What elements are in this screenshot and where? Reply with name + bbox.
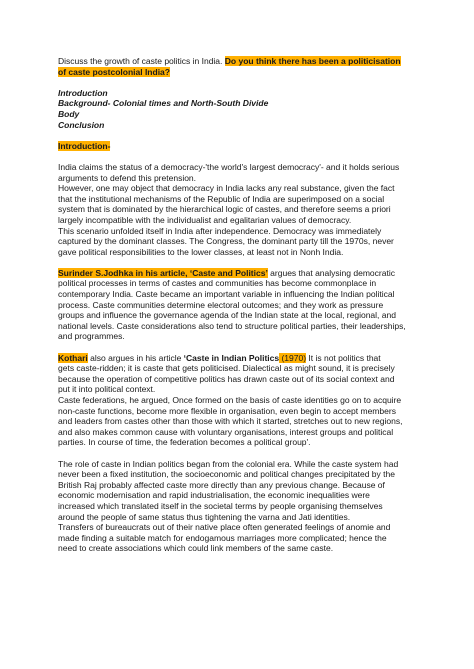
para2-line: groups and influence the governance agenda of the Indian state at the local, regional, and xyxy=(58,310,396,321)
para4-line: British Raj probably affected caste more directly than any previous change. Because of xyxy=(58,479,385,490)
para1-line: largely incompatible with the individualist and egalitarian values of democracy. xyxy=(58,214,352,225)
para2-line: contemporary India. Caste became an important variable in influencing the Indian political xyxy=(58,289,395,300)
intro-heading: Introduction- xyxy=(58,140,111,151)
question-highlight-1: Do you think there has been a politicisation xyxy=(224,56,401,66)
para1-line: This scenario unfolded itself in India after independence. Democracy was immediately xyxy=(58,225,382,236)
para4-line: The role of caste in Indian politics began from the colonial era. While the caste system had xyxy=(58,458,399,469)
para1-line: captured by the dominant classes. The Congress, the dominant party till the 1970s, never xyxy=(58,236,394,247)
para3-line: and also makes common cause with voluntary organisations, interest groups and political xyxy=(58,426,394,437)
paragraph-democracy xyxy=(58,162,434,257)
paragraph-kothari xyxy=(58,353,434,448)
question-highlight-2: of caste postcolonial India? xyxy=(58,66,170,77)
para3-text-a: also argues in his article xyxy=(87,352,184,363)
year-highlight: (1970) xyxy=(279,352,307,363)
para4-line: need to create associations which could link members of the same caste. xyxy=(58,543,334,554)
para1-line: gave political responsibilities to the lower classes, at least not in Nonh India. xyxy=(58,246,344,257)
para3-line: because the operation of competitive politics has drawn caste out of its social context and xyxy=(58,373,395,384)
para2-first-line-rest: argues that analysing democratic xyxy=(267,267,395,278)
para3-line: parties. In course of time, the federation becomes a political group'. xyxy=(58,437,311,448)
para3-text-b: It is not politics that xyxy=(306,352,381,363)
para2-line: political processes in terms of castes and communities has become commonplace in xyxy=(58,278,377,289)
outline-background: Background- Colonial times and North-South Divide xyxy=(58,98,269,109)
outline-body: Body xyxy=(58,108,80,119)
para4-line: around the people of same status thus tightening the varna and Jati identities. xyxy=(58,511,351,522)
para4-line: increased which translated itself in the societal terms by people organising themselves xyxy=(58,500,383,511)
para1-line: system that is dominated by the hierarchical logic of castes, and therefore seems a priori xyxy=(58,204,391,215)
para1-line: India claims the status of a democracy-'the world's largest democracy'- and it holds serious xyxy=(58,161,400,172)
para3-line: Caste federations, he argued, Once formed on the basis of caste identities go on to acquire xyxy=(58,395,402,405)
para1-line: arguments to defend this pretension. xyxy=(58,172,197,183)
para3-line: gets caste-ridden; it is caste that gets politicised. Dialectical as might sound, it is precisely xyxy=(58,363,395,374)
para2-line: national levels. Caste considerations also tend to structure political parties, their leaderships, xyxy=(58,320,406,331)
question-line-1 xyxy=(58,56,434,67)
kothari-highlight: Kothari xyxy=(58,352,88,363)
para4-line: Transfers of bureaucrats out of their native place often generated feelings of anomie and xyxy=(58,522,391,533)
question-prefix: Discuss the growth of caste politics in India. xyxy=(58,56,225,66)
para4-line: economic modernisation and rapid industrialisation, the economic inequalities were xyxy=(58,490,370,501)
para4-line: made finding a suitable match for endogamous marriages more complicated; hence the xyxy=(58,532,387,543)
para1-line: that the institutional mechanisms of the Republic of India are superimposed on a social xyxy=(58,193,385,204)
para1-line: However, one may object that democracy in India lacks any real substance, given the fact xyxy=(58,183,395,194)
para3-first-line xyxy=(58,353,434,364)
para3-line: non-caste functions, become more flexible in organisation, even begin to accept members xyxy=(58,405,396,416)
para2-line: process. Caste communities determine electoral outcomes; and they work as pressure xyxy=(58,299,384,310)
outline-conclusion: Conclusion xyxy=(58,119,105,130)
para2-first-line xyxy=(58,268,434,279)
outline-introduction: Introduction xyxy=(58,87,108,98)
question-line-2 xyxy=(58,67,434,78)
para3-line: and leaders from castes other than those with which it started, stretches out to new regions, xyxy=(58,416,403,427)
article-title: ‘Caste in Indian Politics xyxy=(183,352,280,363)
jodhka-highlight: Surinder S.Jodhka in his article, ‘Caste and Politics’ xyxy=(58,267,268,278)
para3-line: put it into political context. xyxy=(58,384,156,395)
para2-line: and programmes. xyxy=(58,331,125,342)
para4-line: never been a fixed institution, the socioeconomic and political changes precipitated by the xyxy=(58,469,395,480)
paragraph-colonial xyxy=(58,459,434,554)
paragraph-jodhka xyxy=(58,268,434,342)
